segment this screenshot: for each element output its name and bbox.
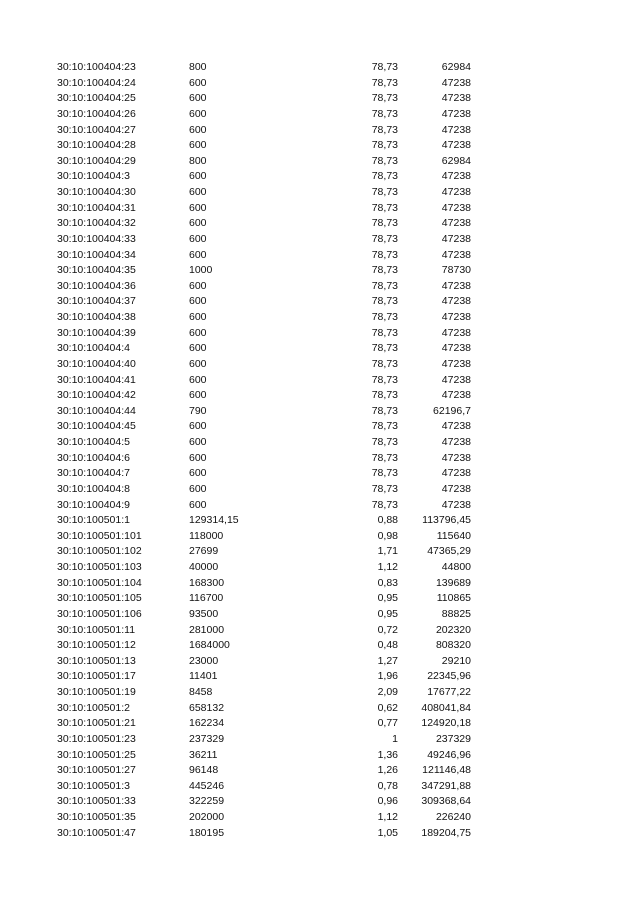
rate-cell: 1 [392,732,398,745]
area-cell: 322259 [189,795,225,808]
table-row [0,810,640,826]
rate-cell: 78,73 [371,186,398,198]
value-cell: 47238 [441,420,471,433]
value-cell: 202320 [435,623,471,636]
area-cell: 281000 [189,623,225,636]
rate-cell: 78,73 [371,342,398,355]
area-cell: 180195 [189,826,225,839]
cadastral-number-cell: 30:10:100501:23 [57,732,136,745]
area-cell: 658132 [189,701,225,714]
value-cell: 47238 [441,342,471,355]
cadastral-number-cell: 30:10:100404:26 [57,107,136,120]
area-cell: 600 [189,357,207,370]
cadastral-number-cell: 30:10:100404:35 [57,264,136,277]
rate-cell: 78,73 [371,107,398,120]
value-cell: 139689 [435,576,471,589]
rate-cell: 78,73 [371,357,398,370]
rate-cell: 1,05 [377,826,398,839]
rate-cell: 0,77 [377,717,398,730]
rate-cell: 78,73 [371,420,398,433]
table-row [0,294,640,310]
table-row [0,279,640,295]
cadastral-number-cell: 30:10:100404:25 [57,92,136,105]
cadastral-number-cell: 30:10:100501:13 [57,654,136,667]
rate-cell: 78,73 [371,326,398,339]
area-cell: 600 [189,420,207,433]
table-row [0,466,640,482]
rate-cell: 1,27 [377,654,398,667]
value-cell: 47238 [441,279,471,292]
cadastral-number-cell: 30:10:100404:44 [57,404,136,417]
table-row [0,732,640,748]
area-cell: 129314,15 [189,514,239,527]
value-cell: 47238 [441,76,471,89]
cadastral-number-cell: 30:10:100501:101 [57,529,142,542]
table-row [0,310,640,326]
cadastral-number-cell: 30:10:100404:40 [57,357,136,370]
area-cell: 600 [189,342,207,355]
value-cell: 49246,96 [427,748,471,761]
rate-cell: 1,71 [377,545,398,558]
cadastral-number-cell: 30:10:100501:12 [57,639,136,652]
area-cell: 600 [189,436,207,448]
rate-cell: 0,78 [377,779,398,792]
value-cell: 47238 [441,326,471,339]
rate-cell: 0,95 [377,607,398,620]
area-cell: 1000 [189,264,213,277]
cadastral-number-cell: 30:10:100404:24 [57,76,136,89]
cadastral-number-cell: 30:10:100404:27 [57,123,136,136]
table-row [0,544,640,560]
cadastral-number-cell: 30:10:100404:30 [57,186,136,198]
table-row [0,216,640,232]
rate-cell: 1,26 [377,764,398,777]
value-cell: 47238 [441,92,471,105]
rate-cell: 0,88 [377,514,398,527]
area-cell: 600 [189,451,207,464]
rate-cell: 78,73 [371,279,398,292]
table-row [0,248,640,264]
area-cell: 600 [189,311,207,323]
rate-cell: 78,73 [371,201,398,214]
cadastral-number-cell: 30:10:100404:6 [57,451,130,464]
cadastral-number-cell: 30:10:100501:105 [57,592,142,605]
value-cell: 47238 [441,295,471,308]
cadastral-number-cell: 30:10:100404:38 [57,311,136,323]
rate-cell: 0,72 [377,623,398,636]
area-cell: 168300 [189,576,225,589]
rate-cell: 78,73 [371,123,398,136]
value-cell: 47238 [441,186,471,198]
rate-cell: 0,83 [377,576,398,589]
cadastral-number-cell: 30:10:100501:104 [57,576,142,589]
area-cell: 96148 [189,764,219,777]
cadastral-number-cell: 30:10:100501:33 [57,795,136,808]
area-cell: 118000 [189,529,224,542]
area-cell: 600 [189,170,207,183]
value-cell: 62196,7 [433,404,471,417]
value-cell: 47238 [441,482,471,495]
table-row [0,701,640,717]
value-cell: 29210 [441,654,471,667]
rate-cell: 1,36 [377,748,398,761]
value-cell: 408041,84 [421,701,471,714]
cadastral-number-cell: 30:10:100501:2 [57,701,130,714]
value-cell: 47238 [441,123,471,136]
rate-cell: 78,73 [371,482,398,495]
area-cell: 600 [189,498,207,511]
value-cell: 124920,18 [421,717,471,730]
area-cell: 600 [189,279,207,292]
rate-cell: 78,73 [371,154,398,167]
cadastral-number-cell: 30:10:100404:32 [57,217,136,230]
rate-cell: 0,96 [377,795,398,808]
value-cell: 113796,45 [422,514,471,527]
rate-cell: 78,73 [371,311,398,323]
value-cell: 47238 [441,498,471,511]
value-cell: 88825 [441,607,471,620]
rate-cell: 78,73 [371,451,398,464]
table-row [0,576,640,592]
area-cell: 800 [189,154,207,167]
cadastral-number-cell: 30:10:100501:35 [57,811,136,823]
table-row [0,560,640,576]
value-cell: 121146,48 [422,764,471,777]
table-row [0,685,640,701]
area-cell: 1684000 [189,639,230,652]
area-cell: 790 [189,404,207,417]
value-cell: 189204,75 [421,826,471,839]
cadastral-number-cell: 30:10:100404:28 [57,139,136,152]
value-cell: 47238 [441,357,471,370]
area-cell: 600 [189,248,207,261]
value-cell: 47238 [441,451,471,464]
rate-cell: 78,73 [371,295,398,308]
cadastral-number-cell: 30:10:100404:31 [57,201,136,214]
cadastral-number-cell: 30:10:100404:8 [57,482,130,495]
table-row [0,607,640,623]
area-cell: 600 [189,467,207,480]
table-row [0,763,640,779]
rate-cell: 78,73 [371,498,398,511]
value-cell: 47238 [441,311,471,323]
cadastral-number-cell: 30:10:100501:1 [57,514,130,527]
value-cell: 309368,64 [421,795,471,808]
table-row [0,779,640,795]
table-row [0,669,640,685]
area-cell: 8458 [189,686,213,698]
rate-cell: 2,09 [377,686,398,698]
area-cell: 11401 [189,670,218,683]
rate-cell: 0,98 [377,529,398,542]
table-row [0,232,640,248]
table-row [0,326,640,342]
table-row [0,654,640,670]
cadastral-number-cell: 30:10:100501:102 [57,545,142,558]
value-cell: 62984 [441,154,471,167]
cadastral-number-cell: 30:10:100404:34 [57,248,136,261]
cadastral-number-cell: 30:10:100404:37 [57,295,136,308]
area-cell: 116700 [189,592,224,605]
table-row [0,716,640,732]
value-cell: 78730 [441,264,471,277]
table-row [0,748,640,764]
area-cell: 600 [189,217,207,230]
value-cell: 110865 [436,592,471,605]
table-row [0,60,640,76]
table-row [0,373,640,389]
area-cell: 600 [189,123,207,136]
table-row [0,638,640,654]
area-cell: 445246 [189,779,225,792]
area-cell: 600 [189,389,207,402]
area-cell: 202000 [189,811,225,823]
table-row [0,388,640,404]
table-row [0,154,640,170]
cadastral-number-cell: 30:10:100404:36 [57,279,136,292]
value-cell: 47238 [441,232,471,245]
value-cell: 47238 [441,436,471,448]
cadastral-number-cell: 30:10:100501:11 [57,623,136,636]
area-cell: 600 [189,201,207,214]
table-row [0,529,640,545]
area-cell: 600 [189,482,207,495]
cadastral-number-cell: 30:10:100501:21 [57,717,136,730]
cadastral-number-cell: 30:10:100501:27 [57,764,136,777]
area-cell: 162234 [189,717,225,730]
table-row [0,435,640,451]
cadastral-number-cell: 30:10:100501:106 [57,607,142,620]
cadastral-number-cell: 30:10:100501:3 [57,779,130,792]
area-cell: 600 [189,326,207,339]
table-row [0,498,640,514]
cadastral-number-cell: 30:10:100501:25 [57,748,136,761]
area-cell: 600 [189,232,207,245]
table-row [0,794,640,810]
area-cell: 600 [189,139,207,152]
value-cell: 22345,96 [427,670,471,683]
rate-cell: 78,73 [371,404,398,417]
spreadsheet-table [0,60,640,841]
table-row [0,169,640,185]
table-row [0,482,640,498]
rate-cell: 78,73 [371,389,398,402]
value-cell: 226240 [435,811,471,823]
cadastral-number-cell: 30:10:100404:5 [57,436,130,448]
area-cell: 800 [189,61,207,73]
value-cell: 47238 [441,170,471,183]
value-cell: 808320 [435,639,471,652]
cadastral-number-cell: 30:10:100404:29 [57,154,136,167]
rate-cell: 78,73 [371,217,398,230]
rate-cell: 1,96 [377,670,398,683]
rate-cell: 78,73 [371,248,398,261]
value-cell: 47238 [441,467,471,480]
table-row [0,419,640,435]
rate-cell: 78,73 [371,436,398,448]
cadastral-number-cell: 30:10:100404:23 [57,61,136,73]
table-row [0,185,640,201]
value-cell: 47238 [441,107,471,120]
cadastral-number-cell: 30:10:100404:33 [57,232,136,245]
rate-cell: 78,73 [371,232,398,245]
cadastral-number-cell: 30:10:100501:47 [57,826,136,839]
cadastral-number-cell: 30:10:100404:39 [57,326,136,339]
area-cell: 600 [189,76,207,89]
value-cell: 47238 [441,389,471,402]
cadastral-number-cell: 30:10:100404:9 [57,498,130,511]
area-cell: 40000 [189,561,219,573]
rate-cell: 78,73 [371,467,398,480]
value-cell: 47238 [441,373,471,386]
value-cell: 62984 [441,61,471,73]
table-row [0,138,640,154]
rate-cell: 78,73 [371,92,398,105]
table-row [0,591,640,607]
area-cell: 600 [189,295,207,308]
table-row [0,357,640,373]
table-row [0,201,640,217]
rate-cell: 0,62 [377,701,398,714]
table-row [0,404,640,420]
value-cell: 237329 [435,732,471,745]
table-row [0,76,640,92]
cadastral-number-cell: 30:10:100404:7 [57,467,130,480]
rate-cell: 78,73 [371,139,398,152]
cadastral-number-cell: 30:10:100404:41 [57,373,136,386]
table-row [0,826,640,842]
table-row [0,123,640,139]
rate-cell: 78,73 [371,76,398,89]
rate-cell: 78,73 [371,61,398,73]
area-cell: 36211 [189,748,218,761]
value-cell: 47238 [441,201,471,214]
area-cell: 600 [189,373,207,386]
area-cell: 600 [189,92,207,105]
table-row [0,623,640,639]
rate-cell: 78,73 [371,170,398,183]
area-cell: 93500 [189,607,219,620]
value-cell: 347291,88 [421,779,471,792]
table-row [0,107,640,123]
table-row [0,263,640,279]
rate-cell: 78,73 [371,264,398,277]
rate-cell: 78,73 [371,373,398,386]
area-cell: 600 [189,186,207,198]
rate-cell: 1,12 [377,561,398,573]
value-cell: 17677,22 [427,686,471,698]
value-cell: 47238 [441,139,471,152]
area-cell: 23000 [189,654,219,667]
cadastral-number-cell: 30:10:100501:19 [57,686,136,698]
table-row [0,451,640,467]
rate-cell: 0,48 [377,639,398,652]
table-row [0,513,640,529]
area-cell: 600 [189,107,207,120]
cadastral-number-cell: 30:10:100501:103 [57,561,142,573]
cadastral-number-cell: 30:10:100501:17 [57,670,136,683]
rate-cell: 1,12 [377,811,398,823]
cadastral-number-cell: 30:10:100404:4 [57,342,130,355]
value-cell: 47238 [441,217,471,230]
area-cell: 27699 [189,545,219,558]
value-cell: 47365,29 [427,545,471,558]
cadastral-number-cell: 30:10:100404:42 [57,389,136,402]
table-row [0,341,640,357]
value-cell: 47238 [441,248,471,261]
table-row [0,91,640,107]
cadastral-number-cell: 30:10:100404:3 [57,170,130,183]
area-cell: 237329 [189,732,225,745]
rate-cell: 0,95 [377,592,398,605]
value-cell: 115640 [436,529,471,542]
cadastral-number-cell: 30:10:100404:45 [57,420,136,433]
value-cell: 44800 [441,561,471,573]
